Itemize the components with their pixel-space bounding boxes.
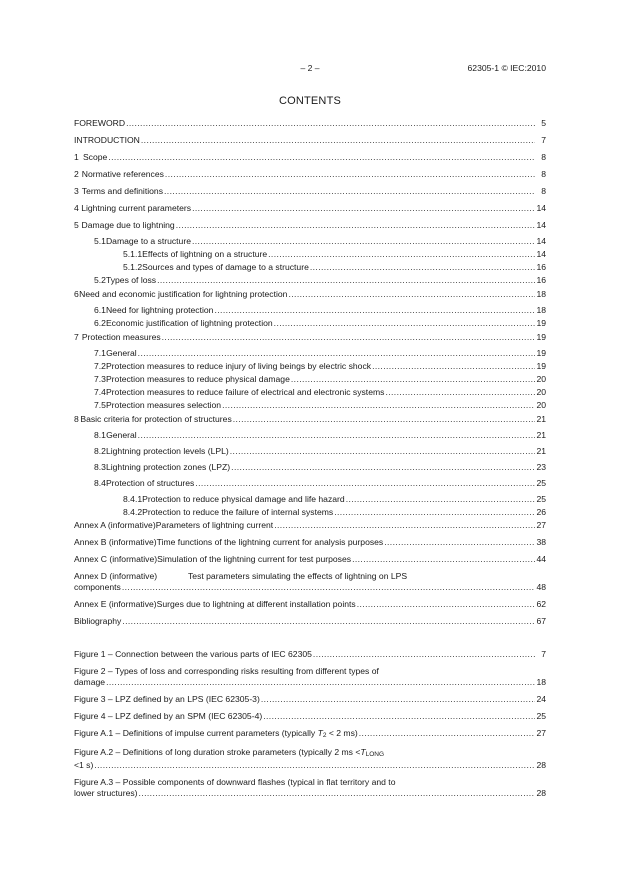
toc-entry-label: INTRODUCTION — [74, 135, 140, 145]
toc-entry-7-2[interactable]: 7.2 Protection measures to reduce injury of living beings by electric shock ..... 19 — [74, 361, 546, 372]
annex-number: Annex D (informative) — [74, 571, 158, 581]
toc-annex-a[interactable] — [74, 520, 546, 531]
toc-entry-page: 8 — [541, 152, 546, 162]
toc-entry-label: Protection measures to reduce physical damage — [105, 374, 290, 384]
toc-entry-page: 8 — [541, 169, 546, 179]
toc-entry-6-2[interactable]: 6.2 Economic justification of lightning protection ..... 19 — [74, 318, 546, 329]
toc-entry-1[interactable]: 1 Scope ..... 8 — [74, 152, 546, 163]
toc-entry-4[interactable]: 4 Lightning current parameters ..... 14 — [74, 203, 546, 214]
figure-label-continued: <1 s) — [74, 760, 94, 770]
toc-entry-label: Need for lightning protection — [105, 305, 214, 315]
toc-entry-5-2[interactable]: 5.2 Types of loss ..... 16 — [74, 275, 546, 286]
toc-entry-page: 48 — [536, 582, 546, 592]
toc-entry-introduction[interactable] — [74, 135, 546, 146]
figure-page: 7 — [541, 649, 546, 659]
toc-entry-5-1-1[interactable]: 5.1.1 Effects of lightning on a structure ..... 14 — [74, 249, 546, 260]
toc-entry-5-1[interactable]: 5.1 Damage to a structure ..... 14 — [74, 236, 546, 247]
toc-entry-label: Basic criteria for protection of structures — [80, 414, 232, 424]
toc-entry-page: 16 — [536, 262, 546, 272]
toc-entry-label: Effects of lightning on a structure — [142, 249, 268, 259]
list-of-figures-entry[interactable] — [74, 777, 546, 799]
toc-entry-label-continued: components — [74, 582, 121, 592]
toc-entry-8-4-1[interactable]: 8.4.1 Protection to reduce physical damage and life hazard ..... 25 — [74, 494, 546, 505]
toc-entry-label: Economic justification of lightning protection — [105, 318, 273, 328]
toc-entry-label: Scope — [82, 152, 108, 162]
toc-entry-page: 25 — [536, 494, 546, 504]
toc-entry-8-4[interactable]: 8.4 Protection of structures ..... 25 — [74, 478, 546, 489]
toc-entry-8-4-2[interactable]: 8.4.2 Protection to reduce the failure of internal systems ..... 26 — [74, 507, 546, 518]
toc-entry-page: 14 — [536, 236, 546, 246]
annex-number: Annex B (informative) — [74, 537, 157, 547]
toc-entry-page: 19 — [536, 318, 546, 328]
figure-page: 18 — [536, 677, 546, 687]
toc-entry-page: 62 — [536, 599, 546, 609]
toc-entry-page: 8 — [541, 186, 546, 196]
symbol-t: T — [317, 728, 323, 738]
figure-label-continued: damage — [74, 677, 106, 687]
toc-entry-8-1[interactable]: 8.1 General ..... 21 — [74, 430, 546, 441]
list-of-figures-entry[interactable] — [74, 666, 546, 688]
figure-label: Figure 4 – LPZ defined by an SPM (IEC 62305-4) — [74, 711, 263, 721]
toc-entry-label: Bibliography — [74, 616, 122, 626]
toc-entry-5[interactable]: 5 Damage due to lightning ..... 14 — [74, 220, 546, 231]
toc-entry-7[interactable]: 7 Protection measures ..... 19 — [74, 332, 546, 343]
toc-entry-page: 20 — [536, 387, 546, 397]
toc-entry-5-1-2[interactable]: 5.1.2 Sources and types of damage to a structure ..... 16 — [74, 262, 546, 273]
toc-entry-page: 21 — [536, 414, 546, 424]
toc-entry-page: 27 — [536, 520, 546, 530]
figure-label: Figure 3 – LPZ defined by an LPS (IEC 62305-3) — [74, 694, 260, 704]
toc-entry-label: Surges due to lightning at different installation points — [156, 599, 356, 609]
toc-entry-bibliography[interactable] — [74, 616, 546, 627]
figure-page: 24 — [536, 694, 546, 704]
toc-entry-page: 38 — [536, 537, 546, 547]
toc-entry-label: Protection measures — [81, 332, 161, 342]
figure-page: 27 — [536, 728, 546, 738]
figure-page: 25 — [536, 711, 546, 721]
figure-label: Figure A.2 – Definitions of long duration stroke parameters (typically 2 ms $<T_{LONG}$ — [74, 747, 385, 758]
list-of-figures-entry[interactable] — [74, 747, 546, 771]
list-of-figures-entry[interactable] — [74, 694, 546, 705]
toc-entry-page: 14 — [536, 249, 546, 259]
toc-annex-c[interactable] — [74, 554, 546, 565]
toc-entry-page: 19 — [536, 332, 546, 342]
figure-label: Figure 2 – Types of loss and corresponding risks resulting from different types of — [74, 666, 379, 676]
toc-annex-e[interactable] — [74, 599, 546, 610]
toc-entry-6[interactable]: 6 Need and economic justification for lightning protection ..... 18 — [74, 289, 546, 300]
toc-entry-label: Lightning protection zones (LPZ) — [105, 462, 231, 472]
toc-annex-d[interactable] — [74, 571, 546, 593]
toc-entry-8-2[interactable]: 8.2 Lightning protection levels (LPL) ..... 21 — [74, 446, 546, 457]
document-reference: 62305-1 © IEC:2010 — [467, 63, 546, 73]
toc-entry-foreword[interactable] — [74, 118, 546, 129]
toc-entry-8-3[interactable]: 8.3 Lightning protection zones (LPZ) ..... 23 — [74, 462, 546, 473]
figure-label: Figure A.3 – Possible components of downward flashes (typical in flat territory and to — [74, 777, 396, 787]
toc-entry-page: 67 — [536, 616, 546, 626]
toc-entry-label: Lightning protection levels (LPL) — [105, 446, 229, 456]
toc-entry-page: 44 — [536, 554, 546, 564]
toc-entry-7-5[interactable]: 7.5 Protection measures selection ..... 20 — [74, 400, 546, 411]
toc-entry-label: Normative references — [81, 169, 164, 179]
annex-number: Annex A (informative) — [74, 520, 156, 530]
page-number: – 2 – — [300, 63, 320, 73]
list-of-figures-entry[interactable] — [74, 649, 546, 660]
toc-entry-page: 20 — [536, 374, 546, 384]
toc-entry-page: 25 — [536, 478, 546, 488]
toc-entry-label: Protection of structures — [105, 478, 195, 488]
toc-entry-label: General — [106, 348, 137, 358]
toc-entry-page: 5 — [541, 118, 546, 128]
toc-entry-page: 20 — [536, 400, 546, 410]
figure-page: 28 — [536, 760, 546, 770]
toc-entry-page: 16 — [536, 275, 546, 285]
toc-entry-page: 14 — [536, 220, 546, 230]
toc-entry-label: Protection measures to reduce failure of electrical and electronic systems — [105, 387, 385, 397]
toc-entry-label: Parameters of lightning current — [155, 520, 274, 530]
toc-entry-7-4[interactable]: 7.4 Protection measures to reduce failure of electrical and electronic systems ..... 20 — [74, 387, 546, 398]
toc-entry-7-3[interactable]: 7.3 Protection measures to reduce physical damage ..... 20 — [74, 374, 546, 385]
list-of-figures-entry[interactable] — [74, 728, 546, 741]
toc-entry-label: Damage to a structure — [105, 236, 191, 246]
toc-entry-page: 19 — [536, 348, 546, 358]
toc-entry-page: 21 — [536, 430, 546, 440]
table-of-contents — [74, 114, 546, 799]
toc-entry-label: Damage due to lightning — [81, 220, 175, 230]
annex-number: Annex E (informative) — [74, 599, 157, 609]
figure-label-continued: lower structures) — [74, 788, 138, 798]
toc-entry-label: Protection measures to reduce injury of living beings by electric shock — [105, 361, 372, 371]
toc-entry-page: 21 — [536, 446, 546, 456]
toc-entry-page: 26 — [536, 507, 546, 517]
toc-entry-label: Protection measures selection — [105, 400, 222, 410]
toc-entry-label: Protection to reduce the failure of internal systems — [142, 507, 334, 517]
toc-entry-label: Test parameters simulating the effects of lightning on LPS — [188, 571, 408, 581]
toc-entry-label: Simulation of the lightning current for test purposes — [157, 554, 352, 564]
toc-entry-2[interactable]: 2 Normative references ..... 8 — [74, 169, 546, 180]
figure-label: Figure 1 – Connection between the various parts of IEC 62305 — [74, 649, 312, 659]
symbol-t: T — [360, 747, 366, 757]
toc-annex-b[interactable] — [74, 537, 546, 548]
annex-number: Annex C (informative) — [74, 554, 158, 564]
toc-entry-page: 7 — [541, 135, 546, 145]
toc-entry-label: Terms and definitions — [81, 186, 163, 196]
toc-entry-page: 18 — [536, 305, 546, 315]
toc-entry-label: General — [106, 430, 137, 440]
toc-entry-7-1[interactable]: 7.1 General ..... 19 — [74, 348, 546, 359]
toc-entry-label: Protection to reduce physical damage and life hazard — [142, 494, 345, 504]
toc-entry-label: Sources and types of damage to a structure — [142, 262, 309, 272]
toc-entry-label: Time functions of the lightning current for analysis purposes — [156, 537, 384, 547]
figure-page: 28 — [536, 788, 546, 798]
toc-entry-6-1[interactable]: 6.1 Need for lightning protection ..... 18 — [74, 305, 546, 316]
toc-entry-label: Types of loss — [105, 275, 157, 285]
page-title: CONTENTS — [278, 95, 342, 107]
toc-entry-8[interactable]: 8 Basic criteria for protection of structures ..... 21 — [74, 414, 546, 425]
figure-label: Figure A.1 – Definitions of impulse current parameters (typically $T_2 < 2$ ms) — [74, 728, 358, 739]
toc-entry-page: 23 — [536, 462, 546, 472]
toc-entry-page: 14 — [536, 203, 546, 213]
list-of-figures-entry[interactable] — [74, 711, 546, 722]
toc-entry-3[interactable]: 3 Terms and definitions ..... 8 — [74, 186, 546, 197]
toc-entry-page: 18 — [536, 289, 546, 299]
toc-entry-label: FOREWORD — [74, 118, 126, 128]
toc-entry-page: 19 — [536, 361, 546, 371]
toc-entry-label: Lightning current parameters — [81, 203, 192, 213]
toc-entry-label: Need and economic justification for lightning protection — [79, 289, 288, 299]
